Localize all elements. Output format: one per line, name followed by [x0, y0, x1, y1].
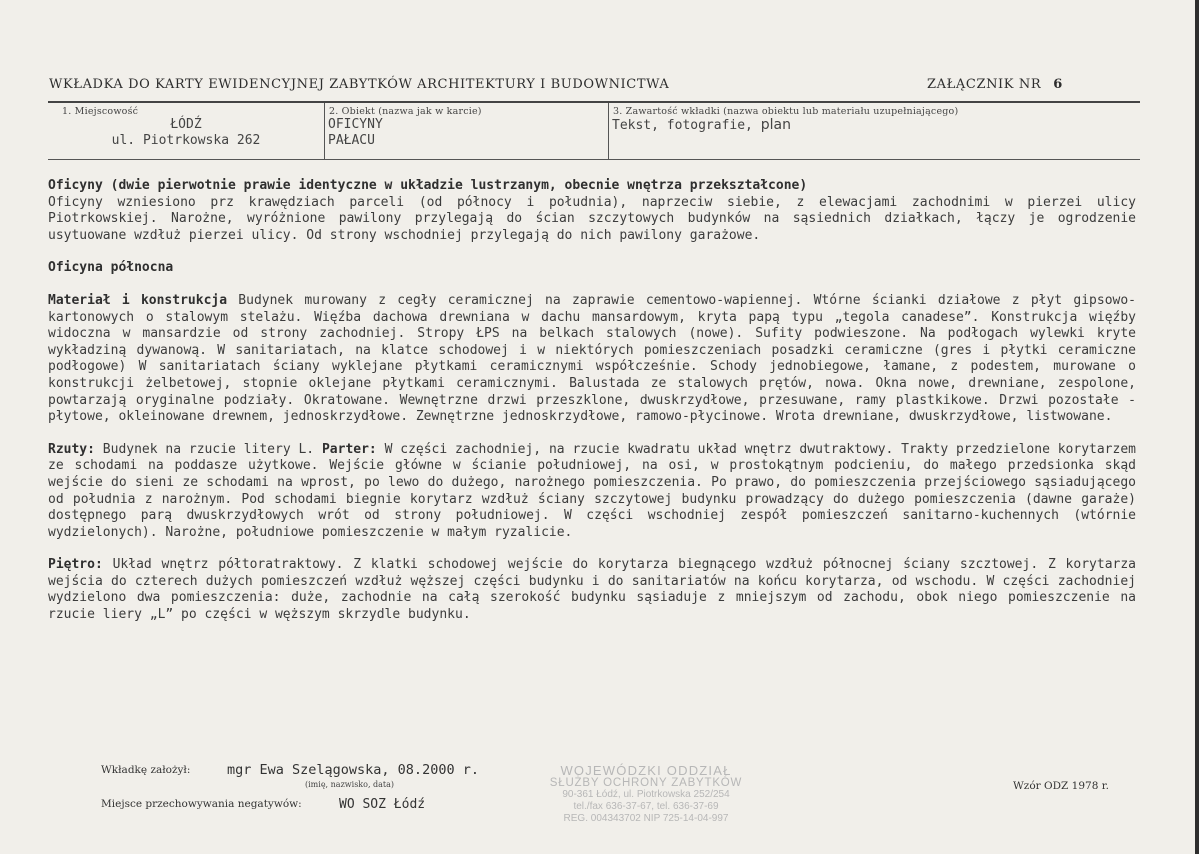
object-line1: OFICYNY [328, 117, 383, 132]
document-body [48, 178, 1136, 624]
place-city: ŁÓDŹ [170, 117, 202, 132]
section-north-wing [48, 260, 1136, 277]
stamp-line-3: 90-361 Łódź, ul. Piotrkowska 252/254 [562, 789, 730, 800]
office-stamp [546, 765, 746, 825]
created-by-hint: (imię, nazwisko, data) [305, 780, 395, 789]
header-table [48, 101, 1140, 160]
page-edge [1195, 0, 1199, 854]
paragraph-ground-floor-text: W części zachodniej, na rzucie kwadratu układ wnętrz dwutraktowy. Trakty przedzielone korytarzem ze schodami na poddasze użytkowe. Wejście główne w ścianie południowej, na osi, w prostokątnym podcieniu, do małego przedsionka skąd wejście do sieni ze schodami na wprost, po lewo do dużego, narożnego pomieszczenia. Po prawo, do pomieszczenia przejściowego sąsiadującego od południa z narożnym. Pod schodami biegnie korytarz wzdłuż ściany szczytowej budynku prowadzący do dużego pomieszczenia (dawne garaże) dostępnego parą dwuskrzydłowych wrót od strony południowej. W części wschodniej zespół pomieszczeń sanitarno-kuchennych (wtórnie wydzielonych). Narożne, południowe pomieszczenie w małym ryzalicie. [48, 441, 1136, 540]
created-by-value: mgr Ewa Szelągowska, 08.2000 r. [227, 762, 479, 778]
form-title: WKŁADKA DO KARTY EWIDENCYJNEJ ZABYTKÓW ARCHITEKTURY I BUDOWNICTWA [49, 77, 670, 92]
annex-label: ZAŁĄCZNIK NR [927, 77, 1042, 92]
stamp-line-4: tel./fax 636-37-67, tel. 636-37-69 [573, 801, 719, 812]
paragraph-material-text: Budynek murowany z cegły ceramicznej na zaprawie cementowo-wapiennej. Wtórne ścianki działowe z płyt gipsowo-kartonowych o stalowym stelażu. Więźba dachowa drewniana w dachu mansardowym, kryta papą typu „tegola canadese”. Konstrukcja więźby widoczna w mansardzie od strony zachodniej. Stropy ŁPS na belkach stalowych (nowe). Sufity podwieszone. Na podłogach wylewki kryte wykładziną dywanową. W sanitariatach, na klatce schodowej i w niektórych pomieszczeniach posadzki ceramiczne (gres i płytki ceramiczne podłogowe) W sanitariatach ściany wyklejane płytkami ceramicznymi współcześnie. Schody jednobiegowe, łamane, z podestem, murowane o konstrukcji żelbetowej, stopnie oklejane płytkami ceramicznymi. Balustada ze stalowych prętów, nowa. Okna nowe, drewniane, zespolone, powtarzają oryginalne podziały. Okratowane. Wewnętrzne drzwi przeszklone, dwuskrzydłowe, przesuwane, ramy plastkikowe. Drzwi pozostałe - płytowe, okleinowane drewnem, jednoskrzydłowe. Zewnętrzne jednoskrzydłowe, ramowo-płycinowe. Wrota drewniane, dwuskrzydłowe, listwowane. [48, 292, 1136, 425]
place-label: 1. Miejscowość [62, 106, 139, 117]
paragraph-plans [48, 442, 1136, 542]
paragraph-upper-floor-text: Układ wnętrz półtoratraktowy. Z klatki schodowej wejście do korytarza biegnącego wzdłuż północnej ściany szcztowej. Z korytarza wejścia do czterech dużych pomieszczeń wzdłuż węższej części budynku i do sanitariatów na końcu korytarza, od wschodu. W części zachodniej wydzielono dwa pomieszczenia: duże, zachodnie na całą szerokość budynku sąsiaduje z mniejszym od zachodu, obok niego pomieszczenie na rzucie liery „L” po części w węższym skrzydle budynku. [48, 557, 1136, 623]
created-by-label: Wkładkę założył: [101, 764, 191, 776]
paragraph-upper-floor-heading: Piętro: [48, 557, 103, 573]
contents-value [612, 117, 1140, 134]
place-street: ul. Piotrkowska 262 [111, 133, 261, 148]
annex-number [927, 77, 1063, 92]
object-cell [325, 103, 609, 159]
annex-value: 6 [1053, 77, 1063, 92]
negatives-storage-value: WO SOZ Łódź [339, 797, 426, 812]
object-line2: PAŁACU [328, 133, 375, 148]
form-template-note: Wzór ODZ 1978 r. [1013, 780, 1109, 792]
section-north-wing-heading: Oficyna północna [48, 260, 174, 276]
stamp-line-5: REG. 004343702 NIP 725-14-04-997 [563, 813, 729, 824]
paragraph-plans-heading: Rzuty: [48, 441, 95, 457]
object-label: 2. Obiekt (nazwa jak w karcie) [329, 106, 482, 117]
paragraph-material [48, 293, 1136, 426]
paragraph-intro-text: Oficyny wzniesiono prz krawędziach parceli (od północy i południa), naprzeciw siebie, z elewacjami zachodnimi w pierzei ulicy Piotrkowskiej. Narożne, wyróżnione pawilony przylegają do ścian szczytowych budynków na sąsiednich działkach, łączy je ogrodzenie usytuowane wzdłuż pierzei ulicy. Od strony wschodniej przylegają do nich pawilony garażowe. [48, 194, 1136, 243]
paragraph-upper-floor [48, 557, 1136, 623]
negatives-storage-label: Miejsce przechowywania negatywów: [101, 798, 302, 810]
paragraph-intro-heading: Oficyny (dwie pierwotnie prawie identyczne w układzie lustrzanym, obecnie wnętrza przekształcone) [48, 178, 808, 193]
stamp-line-1: WOJEWÓDZKI ODDZIAŁ [560, 763, 732, 778]
contents-cell [609, 103, 1140, 159]
contents-label: 3. Zawartość wkładki (nazwa obiektu lub materiału uzupełniającego) [613, 106, 959, 117]
stamp-line-2: SŁUŻBY OCHRONY ZABYTKÓW [549, 777, 743, 789]
paragraph-intro [48, 178, 1136, 244]
paragraph-plans-text: Budynek na rzucie litery L. [94, 441, 322, 457]
contents-typed: Tekst, fotografie, [612, 118, 753, 133]
place-cell [48, 103, 325, 159]
contents-handwritten: plan [760, 117, 791, 133]
paragraph-ground-floor-heading: Parter: [321, 441, 377, 457]
paragraph-material-heading: Materiał i konstrukcja [48, 292, 228, 308]
